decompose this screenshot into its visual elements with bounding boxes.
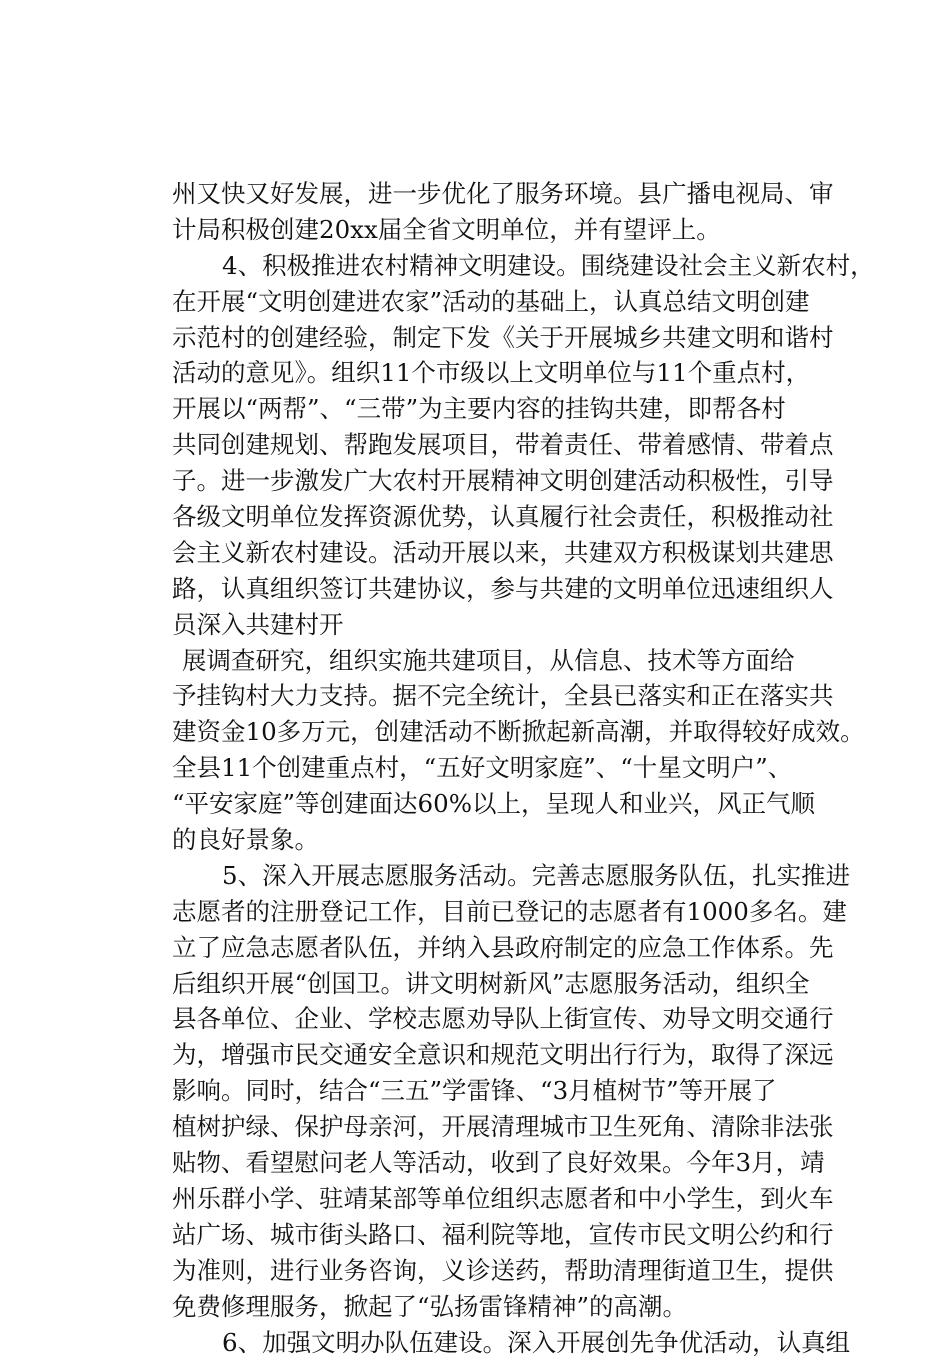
continuation-line: 展调查研究，组织实施共建项目，从信息、技术等方面给 — [172, 643, 872, 679]
text-line: 在开展“文明创建进农家”活动的基础上，认真总结文明创建 — [172, 284, 872, 320]
text-line: 后组织开展“创国卫。讲文明树新风”志愿服务活动，组织全 — [172, 966, 872, 1002]
text-line: 贴物、看望慰问老人等活动，收到了良好效果。今年3月，靖 — [172, 1145, 872, 1181]
text-line: “平安家庭”等创建面达60%以上，呈现人和业兴，风正气顺 — [172, 786, 872, 822]
paragraph-start-line: 4、积极推进农村精神文明建设。围绕建设社会主义新农村， — [172, 248, 872, 284]
text-line: 共同创建规划、帮跑发展项目，带着责任、带着感情、带着点 — [172, 427, 872, 463]
text-line: 免费修理服务，掀起了“弘扬雷锋精神”的高潮。 — [172, 1289, 872, 1325]
text-line: 县各单位、企业、学校志愿劝导队上街宣传、劝导文明交通行 — [172, 1001, 872, 1037]
text-line: 计局积极创建20xx届全省文明单位，并有望评上。 — [172, 212, 872, 248]
text-line: 开展以“两帮”、“三带”为主要内容的挂钩共建，即帮各村 — [172, 391, 872, 427]
text-line: 植树护绿、保护母亲河，开展清理城市卫生死角、清除非法张 — [172, 1109, 872, 1145]
text-line: 志愿者的注册登记工作，目前已登记的志愿者有1000多名。建 — [172, 894, 872, 930]
text-line: 全县11个创建重点村，“五好文明家庭”、“十星文明户”、 — [172, 750, 872, 786]
text-line: 予挂钩村大力支持。据不完全统计，全县已落实和正在落实共 — [172, 678, 872, 714]
text-line: 各级文明单位发挥资源优势，认真履行社会责任，积极推动社 — [172, 499, 872, 535]
text-line: 州又快又好发展，进一步优化了服务环境。县广播电视局、审 — [172, 176, 872, 212]
text-line: 子。进一步激发广大农村开展精神文明创建活动积极性，引导 — [172, 463, 872, 499]
body-text — [172, 176, 872, 1360]
text-line: 会主义新农村建设。活动开展以来，共建双方积极谋划共建思 — [172, 535, 872, 571]
text-line: 路，认真组织签订共建协议，参与共建的文明单位迅速组织人 — [172, 571, 872, 607]
text-line: 站广场、城市街头路口、福利院等地，宣传市民文明公约和行 — [172, 1217, 872, 1253]
text-line: 建资金10多万元，创建活动不断掀起新高潮，并取得较好成效。 — [172, 714, 872, 750]
text-line: 为准则，进行业务咨询，义诊送药，帮助清理街道卫生，提供 — [172, 1253, 872, 1289]
text-line: 立了应急志愿者队伍，并纳入县政府制定的应急工作体系。先 — [172, 930, 872, 966]
text-line: 示范村的创建经验，制定下发《关于开展城乡共建文明和谐村 — [172, 320, 872, 356]
paragraph-start-line: 6、加强文明办队伍建设。深入开展创先争优活动，认真组 — [172, 1325, 872, 1360]
text-line: 影响。同时，结合“三五”学雷锋、“3月植树节”等开展了 — [172, 1073, 872, 1109]
text-line: 活动的意见》。组织11个市级以上文明单位与11个重点村， — [172, 355, 872, 391]
text-line: 员深入共建村开 — [172, 607, 872, 643]
text-line: 为，增强市民交通安全意识和规范文明出行行为，取得了深远 — [172, 1037, 872, 1073]
text-line: 州乐群小学、驻靖某部等单位组织志愿者和中小学生，到火车 — [172, 1181, 872, 1217]
text-line: 的良好景象。 — [172, 822, 872, 858]
paragraph-start-line: 5、深入开展志愿服务活动。完善志愿服务队伍，扎实推进 — [172, 858, 872, 894]
